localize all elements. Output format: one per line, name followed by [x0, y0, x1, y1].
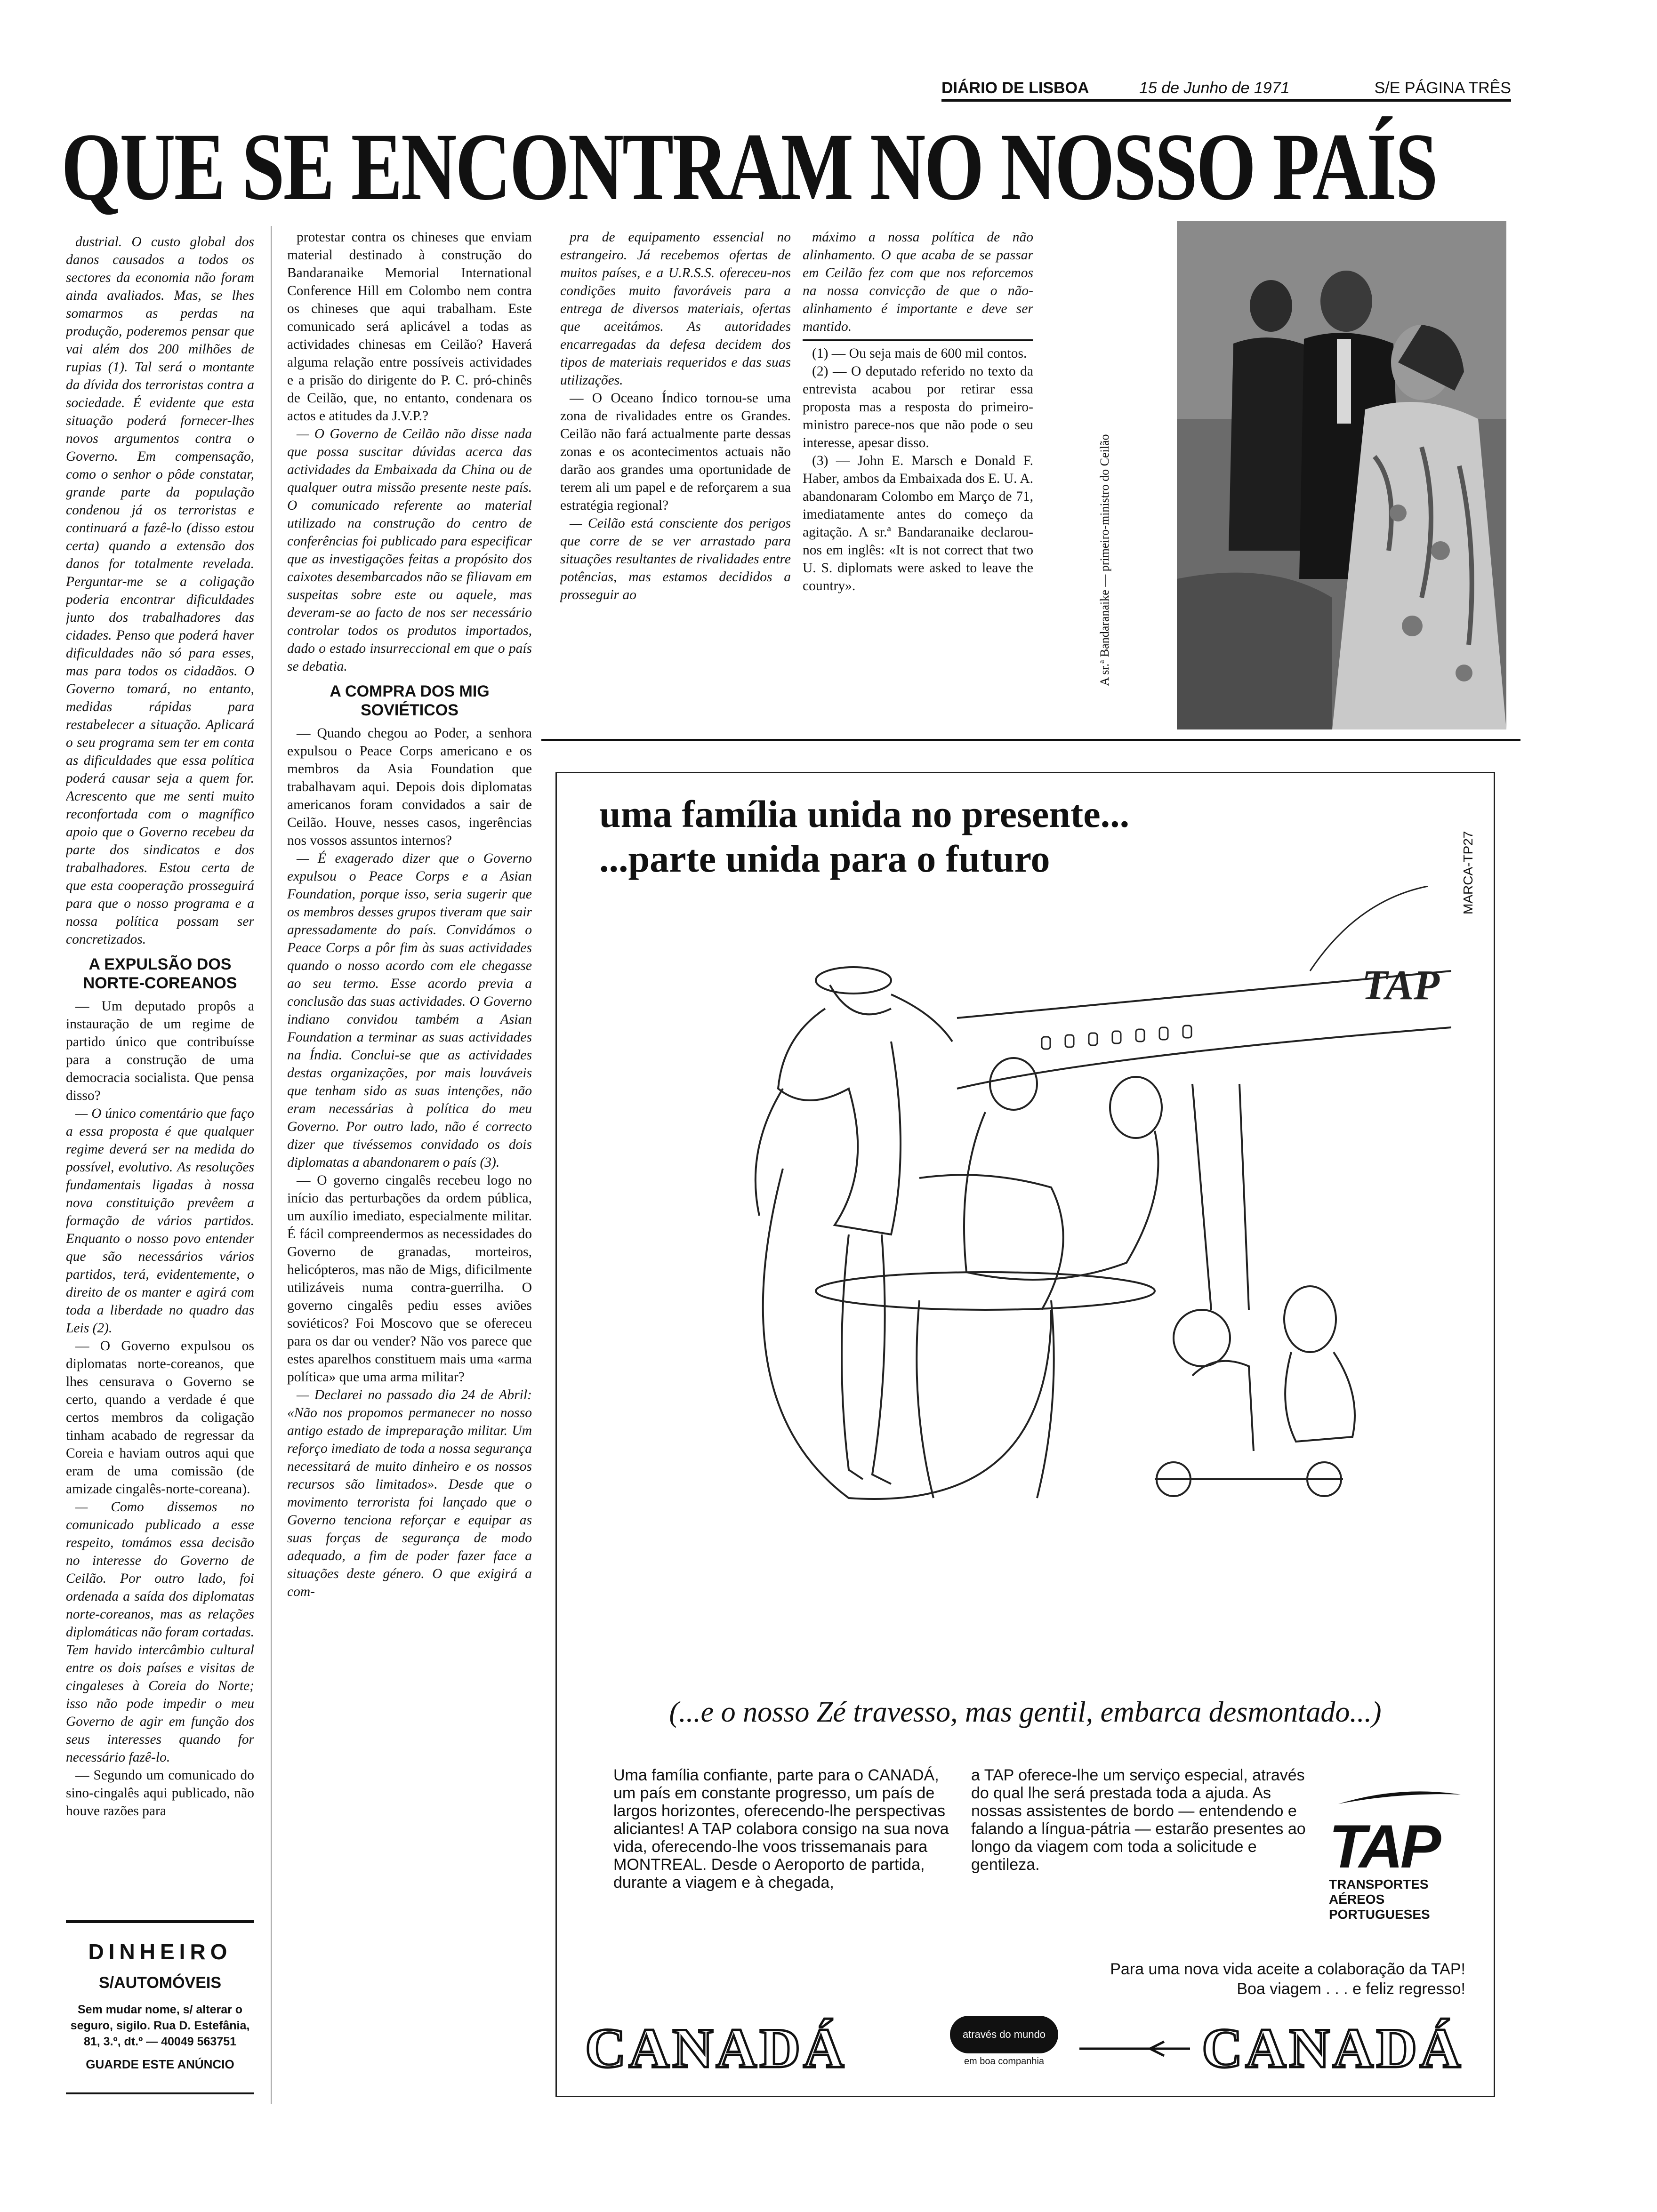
ad-copy-right: a TAP oferece-lhe um serviço especial, através do qual lhe será prestada toda a ajuda. As nossas assistentes de bordo — entendendo e falando a língua-pátria — estarão presentes ao longo da viagem com toda a solicitude e gentileza. [971, 1766, 1306, 1874]
article-column-3 [560, 228, 791, 741]
footnote: (1) — Ou seja mais de 600 mil contos. [812, 346, 1027, 361]
paragraph: protestar contra os chineses que enviam material destinado à construção do Bandaranaike Memorial International Conference Hill em Colombo nem contra os chineses que aqui trabalham. Este comunicado será aplicável a todas as actividades chinesas em Ceilão? Haverá alguma relação entre possíveis actividades e a prisão do dirigente do P. C. pró-chinês de Ceilão, que, no entanto, condenara os actos e atitudes da J.V.P.? [287, 230, 532, 424]
photo-bandaranaike [1177, 221, 1506, 729]
article-column-1 [66, 233, 254, 1908]
classified-title: DINHEIRO [88, 1940, 232, 1964]
tap-logo-line2: AÉREOS [1329, 1892, 1385, 1907]
plane-tail-logo: TAP [1362, 962, 1440, 1009]
paragraph: — É exagerado dizer que o Governo expulsou o Peace Corps e a Asian Foundation, porque isso, seria sugerir que os membros desses grupos tiveram que sair apressadamente do país. Convidámos o Peace Corps a pôr fim às suas actividades quando o nosso acordo com ele chegasse ao seu termo. Esse acordo previa a conclusão das suas actividades. O Governo indiano convidou também a Asian Foundation a terminar as suas actividades na Índia. Conclui-se que as actividades destas organizações, por mais louváveis que tenham sido as suas intenções, não eram necessárias à política do meu Governo. Por outro lado, não é correcto dizer que tivéssemos convidado os dois diplomatas a abandonarem o país (3). [287, 851, 532, 1170]
page-label: S/E PÁGINA TRÊS [1374, 79, 1511, 97]
tap-badge [933, 2016, 1075, 2082]
paragraph: — Declarei no passado dia 24 de Abril: «Não nos propomos permanecer no nosso antigo estado de impreparação militar. Um reforço imediato de toda a nossa segurança necessitará de muito dinheiro e os nossos recursos são limitados». Desde que o movimento terrorista foi lançado que o Governo tenciona reforçar e equipar as suas forças de segurança de modo adequado, a fim de poder fazer face a situações deste género. O que exigirá a com- [287, 1387, 532, 1599]
paragraph: pra de equipamento essencial no estrangeiro. Já recebemos ofertas de muitos países, e a U.R.S.S. ofereceu-nos condições muito favoráveis para a entrega de diversos materiais, ofertas que aceitámos. As autoridades encarregadas da defesa decidem dos tipos de materiais requeridos e das suas utilizações. [560, 230, 791, 388]
paragraph: — O Oceano Índico tornou-se uma zona de rivalidades entre os Grandes. Ceilão não fará actualmente parte dessas zonas e os acontecimentos actuais não darão aos grandes uma oportunidade de terem ali um papel e de reforçarem a sua estratégia regional? [560, 391, 791, 513]
paragraph: — O governo cingalês recebeu logo no início das perturbações da ordem pública, um auxílio imediato, especialmente militar. É fácil compreendermos as necessidades do Governo de granadas, morteiros, helicópteros, mas não de Migs, dificilmente utilizáveis numa contra-guerrilha. O governo cingalês pediu esses aviões soviéticos? Foi Moscovo que se ofereceu para os dar ou vender? Não vos parece que estes aparelhos constituem mais uma «arma política» que uma arma militar? [287, 1173, 532, 1385]
subheading: A COMPRA DOS MIG SOVIÉTICOS [330, 682, 490, 719]
tap-logo-line1: TRANSPORTES [1329, 1877, 1429, 1891]
paragraph: — O único comentário que faço a essa proposta é que qualquer regime deverá ser na medida do possível, evolutivo. As resoluções fundamentais ligadas à nossa nova constituição prevêem a formação de vários partidos. Enquanto o nosso povo entender que são necessários vários partidos, terá, evidentemente, o direito de os manter e agirá com toda a liberdade no quadro das Leis (2). [66, 1106, 254, 1336]
footnote: (2) — O deputado referido no texto da entrevista acabou por retirar essa proposta mas a resposta do primeiro-ministro parece-nos que não pode o seu interesse, apesar disso. [803, 364, 1033, 450]
ad-headline-2: ...parte unida para o futuro [599, 837, 1050, 880]
section-rule [541, 739, 1520, 741]
canada-wordmark-left: CANADÁ [585, 2017, 847, 2079]
article-column-4 [803, 228, 1033, 741]
notes-divider [803, 339, 1033, 341]
airplane-icon [1079, 2039, 1192, 2058]
paragraph: — Quando chegou ao Poder, a senhora expulsou o Peace Corps americano e os membros da Asia Foundation que trabalhavam aqui. Depois dois diplomatas americanos foram convidados a sair de Ceilão. Houve, nesses casos, ingerências nos vossos assuntos internos? [287, 726, 532, 848]
agency-mark: MARCA-TP27 [1461, 831, 1475, 914]
tap-logo-text: TAP [1329, 1812, 1439, 1881]
badge-oval: através do mundo [950, 2016, 1058, 2053]
ad-closing [1110, 1959, 1465, 1999]
tap-advertisement [555, 772, 1495, 2097]
article-column-2 [287, 228, 532, 2111]
paper-name: DIÁRIO DE LISBOA [941, 79, 1089, 97]
badge-subtext: em boa companhia [964, 2056, 1045, 2067]
classified-ad [66, 1920, 254, 2094]
paragraph: dustrial. O custo global dos danos causados a todos os sectores da economia não foram ainda avaliados. Mas, se lhes somarmos as perdas na produção, poderemos pensar que vai além dos 200 milhões de rupias (1). Tal será o montante da dívida dos terroristas contra a sociedade. É evidente que esta situação poderá fornecer-lhes novos argumentos contra o Governo. Em compensação, como o senhor o pôde constatar, grande parte da população condenou já os terroristas e continuará a fazê-lo (disso estou certa) quando a extensão dos danos for totalmente revelada. Perguntar-me se a coligação poderia encontrar dificuldades junto dos trabalhadores das cidades. Penso que poderá haver dificuldades não só para esses, mas para todos os cidadãos. O Governo tomará, no entanto, medidas rápidas para restabelecer a situação. Aplicará o seu programa sem ter em conta as dificuldades que essa política poderá causar seja a quem for. Acrescento que me senti muito reconfortada com o magnífico apoio que o Governo recebeu da parte dos sindicatos e dos trabalhadores. Estou certa de que esta cooperação prosseguirá para que o nosso programa e a nossa política possam ser concretizados. [66, 234, 254, 947]
photo-image [1177, 221, 1506, 729]
photo-caption [1097, 414, 1134, 706]
ad-headline-1: uma família unida no presente... [599, 793, 1130, 835]
paragraph: — Ceilão está consciente dos perigos que corre de se ver arrastado para situações resultantes de rivalidades entre potências, mas estamos decididos a prosseguir ao [560, 516, 791, 602]
footnote: (3) — John E. Marsch e Donald F. Haber, ambos da Embaixada dos E. U. A. abandonaram Colombo em Março de 71, imediatamente antes do começo da agitação. A sr.ª Bandaranaike declarou-nos em inglês: «It is not correct that two U. S. diplomats were asked to leave the country». [803, 453, 1033, 593]
paragraph: — Um deputado propôs a instauração de um regime de partido único que contribuísse para a construção de uma democracia socialista. Que pensa disso? [66, 999, 254, 1103]
family-illustration [627, 886, 1451, 1522]
paragraph: — O Governo de Ceilão não disse nada que possa suscitar dúvidas acerca das actividades da Embaixada da China ou de qualquer outra missão presente neste país. O comunicado referente ao material utilizado na construção do centro de conferências foi publicado para especificar que as investigações feitas a propósito dos caixotes desembarcados não se filiavam em suspeitas sobre este ou aquele, mas deveram-se ao facto de nos ser necessário controlar todos os produtos importados, dado o estado insurreccional em que o país se debatia. [287, 426, 532, 674]
ad-copy-left: Uma família confiante, parte para o CANADÁ, um país em constante progresso, um país de largos horizontes, oferecendo-lhe perspectivas aliciantes! A TAP colabora consigo na sua nova vida, oferecendo-lhe voos trissemanais para MONTREAL. Desde o Aeroporto de partida, durante a viagem e à chegada, [613, 1766, 949, 1891]
ad-closing-line1: Para uma nova vida aceite a colaboração da TAP! [1110, 1960, 1465, 1978]
headline: QUE SE ENCONTRAM NO NOSSO PAÍS [61, 113, 1437, 220]
masthead [941, 75, 1511, 102]
paragraph: — Como dissemos no comunicado publicado a esse respeito, tomámos essa decisão no interesse do Governo de Ceilão. Por outro lado, foi ordenada a saída dos diplomatas norte-coreanos, mas as relações diplomáticas não foram cortadas. Tem havido intercâmbio cultural entre os dois países e visitas de cingaleses à Coreia do Norte; isso não pode impedir o meu Governo de agir em função dos seus interesses quando for necessário fazê-lo. [66, 1499, 254, 1765]
subheading: A EXPULSÃO DOS NORTE-COREANOS [83, 955, 237, 992]
tap-logo [1329, 1785, 1470, 1945]
issue-date: 15 de Junho de 1971 [1139, 79, 1290, 97]
paragraph: — O Governo expulsou os diplomatas norte-coreanos, que lhes censurava o Governo se certo, quando a verdade é que certos membros da coligação tinham acabado de regressar da Coreia e haviam outros aqui que eram de uma comissão (de amizade cingalês-norte-coreana). [66, 1338, 254, 1497]
canada-wordmark-right: CANADÁ [1202, 2017, 1464, 2079]
paragraph: — Segundo um comunicado do sino-cingalês aqui publicado, não houve razões para [66, 1768, 254, 1819]
column-divider [271, 226, 272, 2104]
classified-body: Sem mudar nome, s/ alterar o seguro, sigilo. Rua D. Estefânia, 81, 3.º, dt.º — 40049 563751 [70, 2003, 250, 2048]
classified-subtitle: S/AUTOMÓVEIS [98, 1974, 222, 1992]
masthead-rule [941, 99, 1511, 102]
ad-tagline: (...e o nosso Zé travesso, mas gentil, embarca desmontado...) [669, 1696, 1382, 1728]
photo-caption-text: A sr.ª Bandaranaike — primeiro-ministro do Ceilão [1098, 434, 1111, 686]
ad-closing-line2: Boa viagem . . . e feliz regresso! [1237, 1980, 1465, 1998]
bird-icon [1329, 1785, 1470, 1813]
paragraph: máximo a nossa política de não alinhamento. O que acaba de se passar em Ceilão fez com que nos reforcemos na nossa convicção de que o não-alinhamento é importante e deve ser mantido. [803, 230, 1033, 334]
classified-footer: GUARDE ESTE ANÚNCIO [86, 2057, 234, 2071]
tap-logo-line3: PORTUGUESES [1329, 1907, 1430, 1922]
